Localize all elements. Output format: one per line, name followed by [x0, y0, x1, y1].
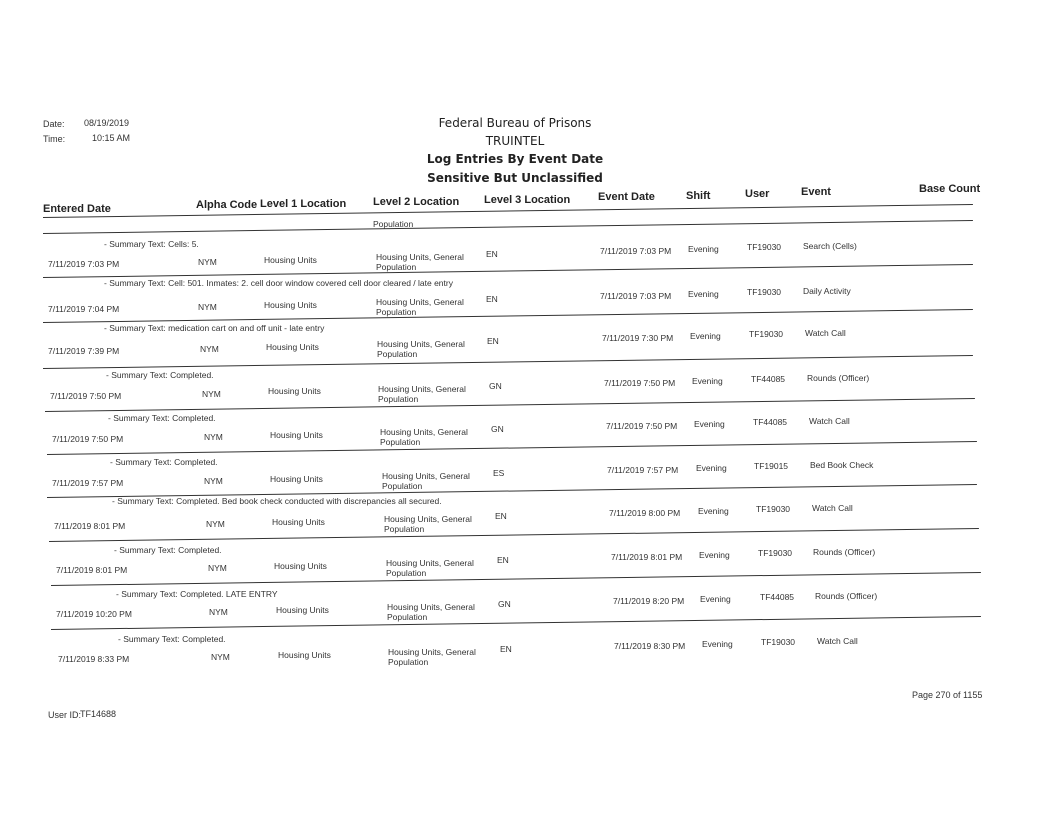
- summary-text: - Summary Text: Completed. LATE ENTRY: [116, 589, 278, 599]
- shift: Evening: [699, 550, 730, 560]
- shift: Evening: [688, 244, 719, 254]
- row-rule: [45, 398, 975, 412]
- user-id-value: TF14688: [80, 709, 117, 719]
- log-entry: [0, 278, 1056, 326]
- level2-location: Housing Units, General Population: [380, 427, 468, 447]
- shift: Evening: [702, 639, 733, 649]
- event-date: 7/11/2019 7:03 PM: [600, 291, 672, 301]
- event: Watch Call: [805, 328, 846, 338]
- user: TF19030: [758, 548, 793, 558]
- entered-date: 7/11/2019 7:39 PM: [48, 346, 120, 356]
- alpha-code: NYM: [198, 302, 217, 312]
- summary-text: - Summary Text: Completed.: [110, 457, 218, 467]
- time-label: Time:: [43, 134, 66, 144]
- level1-location: Housing Units: [272, 517, 325, 527]
- event-date: 7/11/2019 8:00 PM: [609, 508, 681, 518]
- title-report: Log Entries By Event Date: [426, 152, 604, 166]
- log-entry: [0, 413, 1056, 457]
- shift: Evening: [694, 419, 725, 429]
- alpha-code: NYM: [204, 476, 223, 486]
- alpha-code: NYM: [198, 257, 217, 267]
- entered-date: 7/11/2019 7:57 PM: [52, 478, 124, 488]
- shift: Evening: [700, 594, 731, 604]
- level2-location: Housing Units, General Population: [386, 558, 474, 578]
- summary-text: - Summary Text: Cell: 501. Inmates: 2. cell door window covered cell door cleared / late entry: [104, 278, 453, 288]
- log-entry: [0, 632, 1056, 676]
- level3-location: EN: [495, 511, 507, 521]
- user: TF44085: [751, 374, 786, 384]
- level3-location: GN: [498, 599, 511, 609]
- user: TF19030: [761, 637, 796, 647]
- level1-location: Housing Units: [278, 650, 331, 660]
- summary-text: - Summary Text: medication cart on and off unit - late entry: [104, 323, 325, 333]
- level3-location: EN: [497, 555, 509, 565]
- event: Watch Call: [812, 503, 853, 513]
- carryover-text: Population: [373, 219, 414, 229]
- level2-location: Housing Units, General Population: [382, 471, 470, 491]
- alpha-code: NYM: [208, 563, 227, 573]
- level3-location: EN: [500, 644, 512, 654]
- col-alpha-code: Alpha Code: [196, 199, 258, 211]
- shift: Evening: [692, 376, 723, 386]
- alpha-code: NYM: [200, 344, 219, 354]
- entered-date: 7/11/2019 7:03 PM: [48, 259, 120, 269]
- entered-date: 7/11/2019 7:50 PM: [50, 391, 122, 401]
- summary-text: - Summary Text: Completed.: [108, 413, 216, 423]
- level2-location: Housing Units, General Population: [388, 647, 476, 667]
- shift: Evening: [690, 331, 721, 341]
- level3-location: EN: [487, 336, 499, 346]
- log-entry: [0, 496, 1056, 544]
- level3-location: EN: [486, 294, 498, 304]
- title-agency: Federal Bureau of Prisons: [438, 116, 592, 130]
- user-id-label: User ID:: [48, 710, 82, 720]
- event: Bed Book Check: [810, 460, 874, 470]
- level1-location: Housing Units: [276, 605, 329, 615]
- entered-date: 7/11/2019 8:33 PM: [58, 654, 130, 664]
- entered-date: 7/11/2019 10:20 PM: [56, 609, 132, 619]
- date-label: Date:: [43, 119, 65, 129]
- level1-location: Housing Units: [270, 474, 323, 484]
- event: Watch Call: [817, 636, 858, 646]
- log-entry: [0, 457, 1056, 501]
- event-date: 7/11/2019 8:01 PM: [611, 552, 683, 562]
- level3-location: EN: [486, 249, 498, 259]
- col-user: User: [745, 188, 770, 200]
- header-rule-lower: [43, 220, 973, 234]
- row-rule: [51, 572, 981, 586]
- title-system: TRUINTEL: [485, 134, 545, 148]
- date-value: 08/19/2019: [84, 118, 130, 128]
- log-entry: [0, 588, 1056, 632]
- col-event-date: Event Date: [598, 191, 655, 203]
- shift: Evening: [688, 289, 719, 299]
- alpha-code: NYM: [204, 432, 223, 442]
- row-rule: [49, 528, 979, 542]
- entered-date: 7/11/2019 7:04 PM: [48, 304, 120, 314]
- event-date: 7/11/2019 7:30 PM: [602, 333, 674, 343]
- entered-date: 7/11/2019 8:01 PM: [56, 565, 128, 575]
- time-value: 10:15 AM: [92, 133, 131, 143]
- level2-location: Housing Units, General Population: [376, 297, 464, 317]
- user: TF19030: [756, 504, 791, 514]
- log-entry: [0, 370, 1056, 414]
- summary-text: - Summary Text: Completed.: [114, 545, 222, 555]
- event-date: 7/11/2019 7:57 PM: [607, 465, 679, 475]
- level1-location: Housing Units: [270, 430, 323, 440]
- shift: Evening: [696, 463, 727, 473]
- row-rule: [43, 264, 973, 278]
- summary-text: - Summary Text: Completed.: [106, 370, 214, 380]
- summary-text: - Summary Text: Completed.: [118, 634, 226, 644]
- row-rule: [43, 309, 973, 323]
- event-date: 7/11/2019 7:50 PM: [604, 378, 676, 388]
- user: TF19030: [747, 242, 782, 252]
- level1-location: Housing Units: [268, 386, 321, 396]
- event: Rounds (Officer): [813, 547, 876, 557]
- user: TF19015: [754, 461, 789, 471]
- col-level1: Level 1 Location: [260, 198, 347, 210]
- entered-date: 7/11/2019 7:50 PM: [52, 434, 124, 444]
- event: Search (Cells): [803, 241, 857, 251]
- alpha-code: NYM: [211, 652, 230, 662]
- header-rule: [43, 204, 973, 218]
- col-level3: Level 3 Location: [484, 194, 571, 206]
- log-entry: [0, 237, 1056, 281]
- level2-location: Housing Units, General Population: [378, 384, 466, 404]
- level2-location: Housing Units, General Population: [377, 339, 465, 359]
- event-date: 7/11/2019 7:50 PM: [606, 421, 678, 431]
- event-date: 7/11/2019 7:03 PM: [600, 246, 672, 256]
- event-date: 7/11/2019 8:20 PM: [613, 596, 685, 606]
- level1-location: Housing Units: [264, 300, 317, 310]
- user: TF44085: [760, 592, 795, 602]
- col-event: Event: [801, 186, 831, 198]
- alpha-code: NYM: [209, 607, 228, 617]
- user: TF19030: [747, 287, 782, 297]
- level2-location: Housing Units, General Population: [384, 514, 472, 534]
- alpha-code: NYM: [206, 519, 225, 529]
- level3-location: ES: [493, 468, 505, 478]
- level1-location: Housing Units: [266, 342, 319, 352]
- summary-text: - Summary Text: Completed. Bed book check conducted with discrepancies all secured.: [112, 496, 442, 506]
- level1-location: Housing Units: [274, 561, 327, 571]
- level2-location: Housing Units, General Population: [387, 602, 475, 622]
- event: Rounds (Officer): [807, 373, 870, 383]
- col-shift: Shift: [686, 190, 711, 202]
- row-rule: [51, 616, 981, 630]
- col-base-count: Base Count: [919, 183, 981, 195]
- summary-text: - Summary Text: Cells: 5.: [104, 239, 199, 249]
- row-rule: [43, 355, 973, 369]
- event-date: 7/11/2019 8:30 PM: [614, 641, 686, 651]
- level1-location: Housing Units: [264, 255, 317, 265]
- level3-location: GN: [489, 381, 502, 391]
- log-entry: [0, 544, 1056, 588]
- col-level2: Level 2 Location: [373, 196, 460, 208]
- event: Daily Activity: [803, 286, 851, 296]
- level2-location: Housing Units, General Population: [376, 252, 464, 272]
- level3-location: GN: [491, 424, 504, 434]
- log-entry: [0, 323, 1056, 370]
- entered-date: 7/11/2019 8:01 PM: [54, 521, 126, 531]
- user: TF19030: [749, 329, 784, 339]
- title-classification: Sensitive But Unclassified: [427, 171, 603, 185]
- page-number: Page 270 of 1155: [912, 690, 983, 700]
- event: Rounds (Officer): [815, 591, 878, 601]
- user: TF44085: [753, 417, 788, 427]
- row-rule: [47, 441, 977, 455]
- shift: Evening: [698, 506, 729, 516]
- event: Watch Call: [809, 416, 850, 426]
- col-entered-date: Entered Date: [43, 203, 111, 215]
- alpha-code: NYM: [202, 389, 221, 399]
